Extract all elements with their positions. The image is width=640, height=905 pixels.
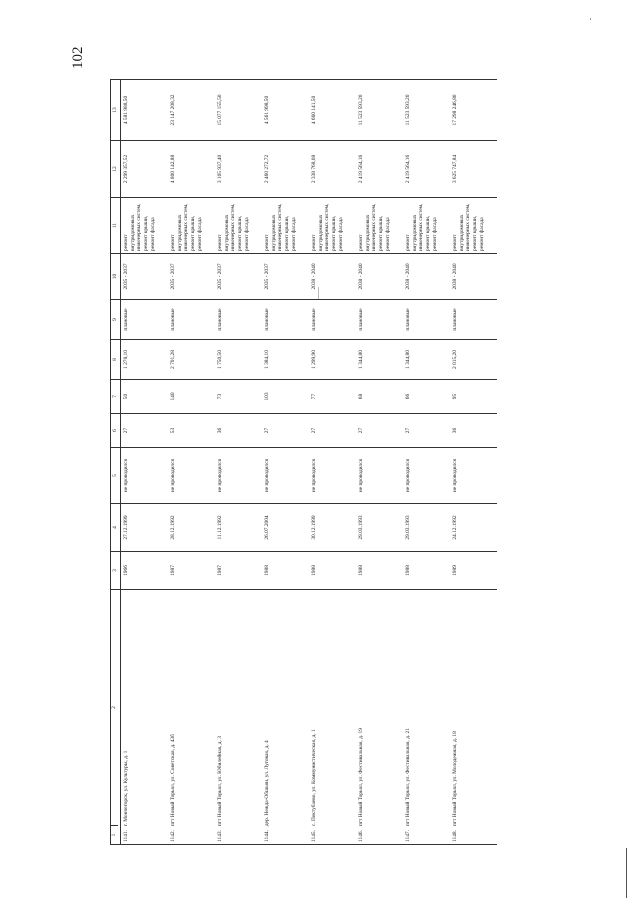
works-cell: ремонт внутридомовых инженерных систем, ремонт крыши, ремонт фасада bbox=[403, 198, 450, 254]
cost-cell: 2 299 357,52 bbox=[120, 141, 168, 198]
date-cell: 29.03.1993 bbox=[403, 504, 450, 552]
type-cell: плановые bbox=[215, 300, 262, 340]
total-cell: 11 523 593,20 bbox=[403, 80, 450, 141]
year-cell: 1987 bbox=[168, 552, 215, 590]
row-number: 1144. bbox=[263, 830, 270, 842]
cost-cell: 4 800 142,88 bbox=[168, 141, 215, 198]
header-cell: 6 bbox=[111, 414, 121, 448]
year-cell: 1989 bbox=[450, 552, 497, 590]
header-cell: 13 bbox=[111, 80, 121, 141]
total-cell: 15 077 155,50 bbox=[215, 80, 262, 141]
cost-cell: 3 625 747,84 bbox=[450, 141, 497, 198]
col7-cell: 95 bbox=[450, 380, 497, 414]
rotated-table-container bbox=[110, 80, 510, 845]
year-cell: 1988 bbox=[309, 552, 356, 590]
cost-cell: 2 338 768,08 bbox=[309, 141, 356, 198]
area-cell: 1 299,90 bbox=[309, 340, 356, 380]
address-cell bbox=[215, 590, 262, 845]
row-number: 1145. bbox=[310, 830, 317, 842]
header-cell: 1 bbox=[111, 825, 118, 844]
status-cell: не проводился bbox=[309, 448, 356, 504]
status-cell: не проводился bbox=[168, 448, 215, 504]
col7-cell: 140 bbox=[168, 380, 215, 414]
header-cell: 7 bbox=[111, 380, 121, 414]
col6-cell: 53 bbox=[168, 414, 215, 448]
col7-cell: 77 bbox=[309, 380, 356, 414]
works-cell: ремонт внутридомовых инженерных систем, ремонт крыши, ремонт фасада bbox=[168, 198, 215, 254]
cost-cell: 2 460 272,72 bbox=[262, 141, 309, 198]
address-cell bbox=[450, 590, 497, 845]
total-cell: 23 147 208,32 bbox=[168, 80, 215, 141]
total-cell: 17 298 246,80 bbox=[450, 80, 497, 141]
header-cell: 10 bbox=[111, 254, 121, 300]
col7-cell: 73 bbox=[215, 380, 262, 414]
period-cell: 2038 - 2040 bbox=[450, 254, 497, 300]
header-cell: 12 bbox=[111, 141, 121, 198]
address-cell bbox=[262, 590, 309, 845]
address-text: пгт Новый Торьял, ул. Молодежная, д. 18 bbox=[451, 731, 458, 827]
works-cell: ремонт внутридомовых инженерных систем, ремонт крыши, ремонт фасада bbox=[262, 198, 309, 254]
type-cell: плановые bbox=[450, 300, 497, 340]
row-number: 1147. bbox=[404, 830, 411, 842]
table-header-row bbox=[111, 80, 121, 845]
col6-cell: 27 bbox=[120, 414, 168, 448]
scan-edge-mark bbox=[626, 848, 627, 898]
area-cell: 1 750,50 bbox=[215, 340, 262, 380]
address-text: г. Мончегорск, ул. Культуры, д. 1 bbox=[122, 750, 129, 827]
address-text: пгт Новый Торьял, ул. Советская, д. 43б bbox=[169, 734, 176, 827]
year-cell: 1988 bbox=[356, 552, 403, 590]
address-text: дер. Нежда-Обшьян, ул. Луговая, д. 4 bbox=[263, 740, 270, 827]
address-cell bbox=[309, 590, 356, 845]
col7-cell: 68 bbox=[356, 380, 403, 414]
address-text: с. Пектубаево, ул. Коммунистическая, д. 1 bbox=[310, 729, 317, 827]
table-row bbox=[356, 80, 403, 845]
area-cell: 2 015,20 bbox=[450, 340, 497, 380]
year-cell: 1987 bbox=[215, 552, 262, 590]
col7-cell: 103 bbox=[262, 380, 309, 414]
total-cell: 4 581 988,50 bbox=[120, 80, 168, 141]
header-cell: 2 bbox=[111, 706, 117, 709]
area-cell: 1 344,80 bbox=[403, 340, 450, 380]
col7-cell: 50 bbox=[120, 380, 168, 414]
address-text: пгт Новый Торьял, ул. Юбилейная, д. 3 bbox=[216, 736, 223, 827]
date-cell: 24.12.1992 bbox=[450, 504, 497, 552]
cost-cell: 2 419 564,16 bbox=[403, 141, 450, 198]
cost-cell: 3 105 937,40 bbox=[215, 141, 262, 198]
year-cell: 1988 bbox=[262, 552, 309, 590]
status-cell: не проводился bbox=[120, 448, 168, 504]
area-cell: 1 344,80 bbox=[356, 340, 403, 380]
works-cell: ремонт внутридомовых инженерных систем, ремонт крыши, ремонт фасада bbox=[309, 198, 356, 254]
date-cell: 29.03.1993 bbox=[356, 504, 403, 552]
area-cell: 2 701,28 bbox=[168, 340, 215, 380]
row-number: 1141. bbox=[122, 830, 129, 842]
year-cell: 1966 bbox=[120, 552, 168, 590]
type-cell: плановые bbox=[356, 300, 403, 340]
header-cell: 11 bbox=[111, 198, 121, 254]
header-cell: 5 bbox=[111, 448, 121, 504]
header-cell: 9 bbox=[111, 300, 121, 340]
row-number: 1148. bbox=[451, 830, 458, 842]
col6-cell: 27 bbox=[403, 414, 450, 448]
header-cell: 4 bbox=[111, 504, 121, 552]
period-cell: 2038 - 2040 bbox=[309, 254, 356, 300]
scan-speck bbox=[590, 18, 591, 20]
table-row bbox=[168, 80, 215, 845]
period-cell: 2038 - 2040 bbox=[403, 254, 450, 300]
status-cell: не проводился bbox=[450, 448, 497, 504]
type-cell: плановые bbox=[309, 300, 356, 340]
date-cell: 30.12.1999 bbox=[309, 504, 356, 552]
status-cell: не проводился bbox=[262, 448, 309, 504]
table-row bbox=[450, 80, 497, 845]
period-cell: 2035 - 2037 bbox=[215, 254, 262, 300]
type-cell: плановые bbox=[262, 300, 309, 340]
col7-cell: 66 bbox=[403, 380, 450, 414]
page-number: 102 bbox=[69, 46, 86, 69]
header-cell: 8 bbox=[111, 340, 121, 380]
total-cell: 4 561 998,50 bbox=[262, 80, 309, 141]
address-text: пгт Новый Торьял, ул. Фестивальная, д. 19 bbox=[357, 728, 364, 827]
address-cell bbox=[168, 590, 215, 845]
header-cell: 3 bbox=[111, 552, 121, 590]
status-cell: не проводился bbox=[356, 448, 403, 504]
table-row bbox=[215, 80, 262, 845]
total-cell: 4 660 141,50 bbox=[309, 80, 356, 141]
area-cell: 1 278,10 bbox=[120, 340, 168, 380]
period-cell: 2035 - 2037 bbox=[120, 254, 168, 300]
works-cell: ремонт внутридомовых инженерных систем, ремонт крыши, ремонт фасада bbox=[120, 198, 168, 254]
period-cell: 2038 - 2040 bbox=[356, 254, 403, 300]
period-cell: 2035 - 2037 bbox=[168, 254, 215, 300]
date-cell: 27.12.1999 bbox=[120, 504, 168, 552]
total-cell: 11 523 593,20 bbox=[356, 80, 403, 141]
status-cell: не проводился bbox=[215, 448, 262, 504]
table-row bbox=[403, 80, 450, 845]
col6-cell: 27 bbox=[262, 414, 309, 448]
works-cell: ремонт внутридомовых инженерных систем, ремонт крыши, ремонт фасада bbox=[215, 198, 262, 254]
date-cell: 26.07.2004 bbox=[262, 504, 309, 552]
col6-cell: 36 bbox=[215, 414, 262, 448]
works-cell: ремонт внутридомовых инженерных систем, ремонт крыши, ремонт фасада bbox=[450, 198, 497, 254]
repair-schedule-table bbox=[110, 79, 497, 845]
type-cell: плановые bbox=[168, 300, 215, 340]
area-cell: 1 384,10 bbox=[262, 340, 309, 380]
col6-cell: 27 bbox=[309, 414, 356, 448]
cost-cell: 2 419 564,16 bbox=[356, 141, 403, 198]
type-cell: плановые bbox=[403, 300, 450, 340]
works-cell: ремонт внутридомовых инженерных систем, ремонт крыши, ремонт фасада bbox=[356, 198, 403, 254]
date-cell: 11.12.1992 bbox=[215, 504, 262, 552]
address-cell bbox=[120, 590, 168, 845]
year-cell: 1988 bbox=[403, 552, 450, 590]
period-cell: 2035 - 2037 bbox=[262, 254, 309, 300]
status-cell: не проводился bbox=[403, 448, 450, 504]
address-cell bbox=[356, 590, 403, 845]
row-number: 1143. bbox=[216, 830, 223, 842]
row-number: 1142. bbox=[169, 830, 176, 842]
table-row bbox=[120, 80, 168, 845]
table-row bbox=[309, 80, 356, 845]
date-cell: 28.12.1992 bbox=[168, 504, 215, 552]
col6-cell: 27 bbox=[356, 414, 403, 448]
address-cell bbox=[403, 590, 450, 845]
table-row bbox=[262, 80, 309, 845]
address-text: пгт Новый Торьял, ул. Фестивальная, д. 21 bbox=[404, 728, 411, 827]
row-number: 1146. bbox=[357, 830, 364, 842]
type-cell: плановые bbox=[120, 300, 168, 340]
col6-cell: 36 bbox=[450, 414, 497, 448]
